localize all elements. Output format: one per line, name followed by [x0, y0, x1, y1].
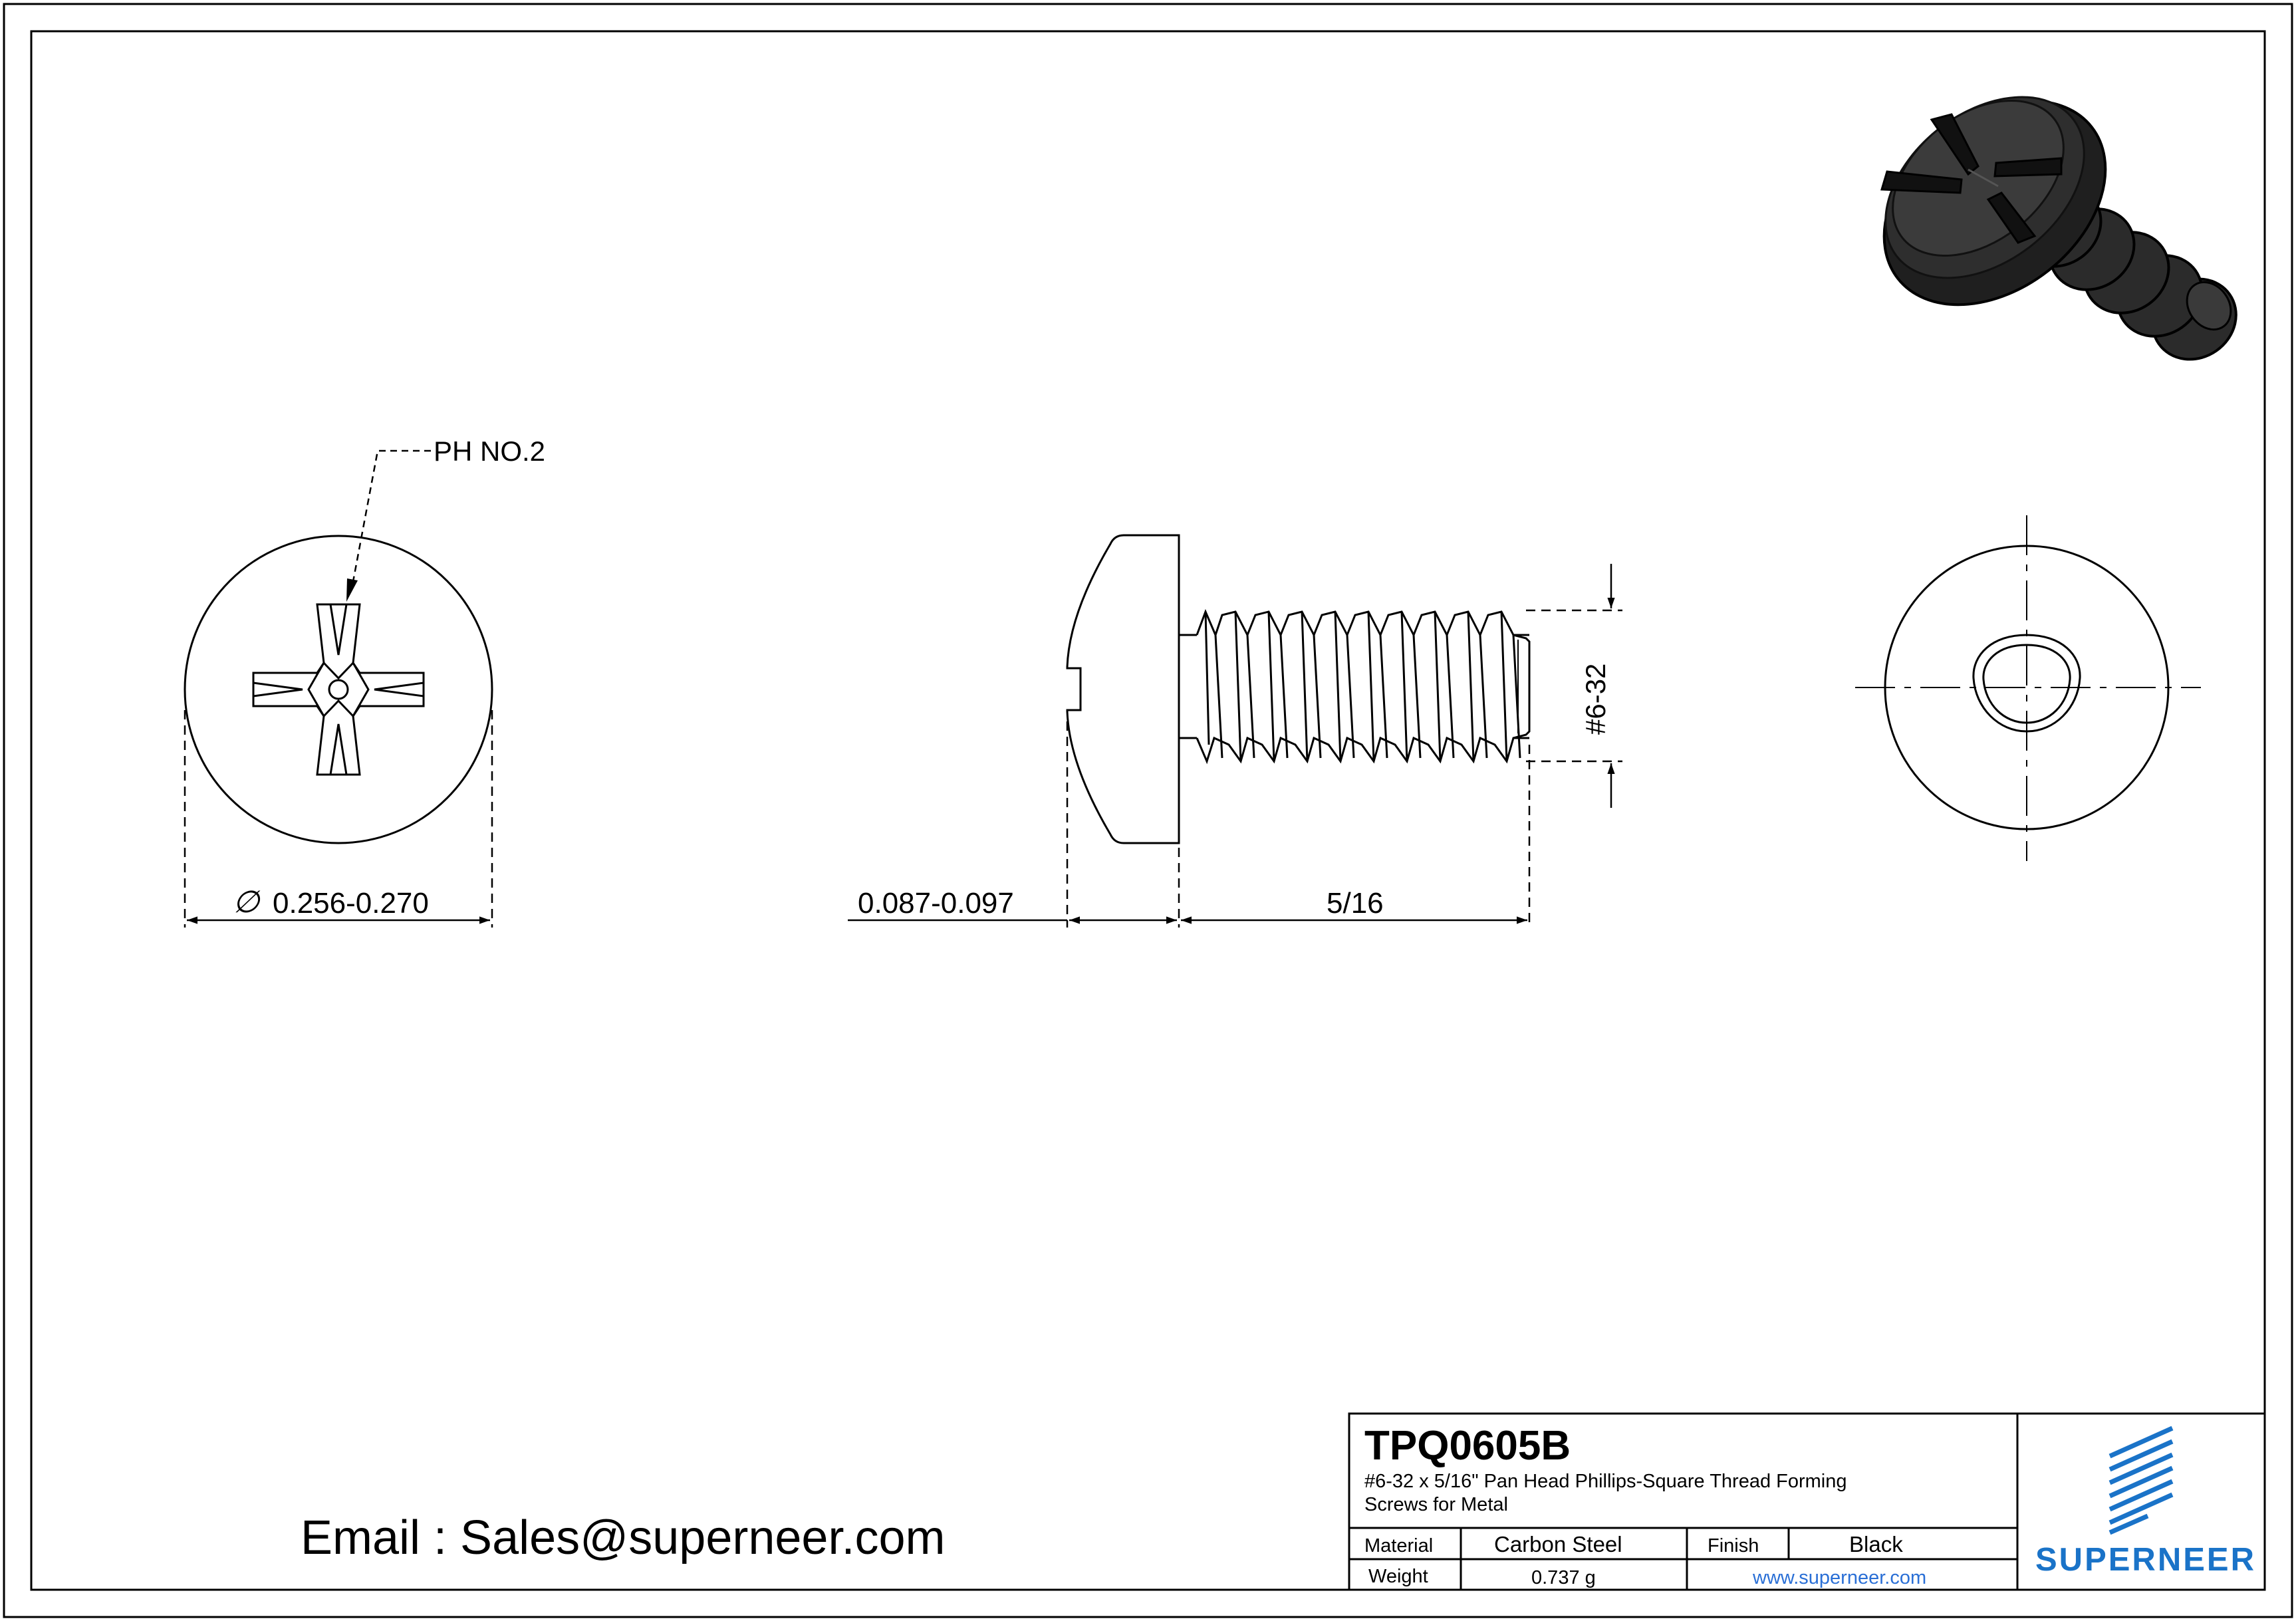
- front-view: [185, 436, 545, 928]
- finish-value: Black: [1849, 1532, 1903, 1557]
- phillips-recess-icon: [253, 604, 424, 775]
- diameter-value: 0.256-0.270: [273, 887, 429, 920]
- title-block: [1349, 1414, 2265, 1590]
- superneer-logo-icon: [2110, 1428, 2172, 1533]
- thread-flanks: [1206, 612, 1520, 761]
- callout-arrowhead: [346, 578, 358, 602]
- website-link[interactable]: www.superneer.com: [1753, 1567, 1927, 1588]
- material-label: Material: [1364, 1535, 1434, 1557]
- head-outline: [185, 536, 492, 843]
- finish-label: Finish: [1708, 1535, 1759, 1557]
- callout-leader: [352, 451, 431, 585]
- drive-callout-label: PH NO.2: [434, 436, 546, 467]
- diameter-symbol: ∅: [233, 884, 260, 919]
- thread-profile-top: [1197, 612, 1529, 635]
- material-value: Carbon Steel: [1494, 1532, 1622, 1557]
- length-value: 5/16: [1327, 887, 1384, 920]
- part-number: TPQ0605B: [1364, 1423, 1571, 1469]
- head-height-value: 0.087-0.097: [858, 887, 1014, 920]
- weight-value: 0.737 g: [1531, 1567, 1596, 1588]
- screw-3d-render-icon: [1845, 59, 2251, 376]
- description-line1: #6-32 x 5/16" Pan Head Phillips-Square Thread Forming: [1364, 1471, 1847, 1492]
- thread-profile-bottom: [1197, 738, 1529, 761]
- contact-email: Email : Sales@superneer.com: [301, 1511, 946, 1564]
- screw-head-profile: [1067, 535, 1179, 843]
- thread-size-label: #6-32: [1580, 663, 1611, 735]
- side-view: [848, 535, 1622, 928]
- end-view: [1855, 515, 2201, 861]
- description-line2: Screws for Metal: [1364, 1494, 1508, 1515]
- brand-name: SUPERNEER: [2035, 1542, 2256, 1578]
- shank-stub: [1179, 635, 1197, 738]
- weight-label: Weight: [1368, 1566, 1428, 1587]
